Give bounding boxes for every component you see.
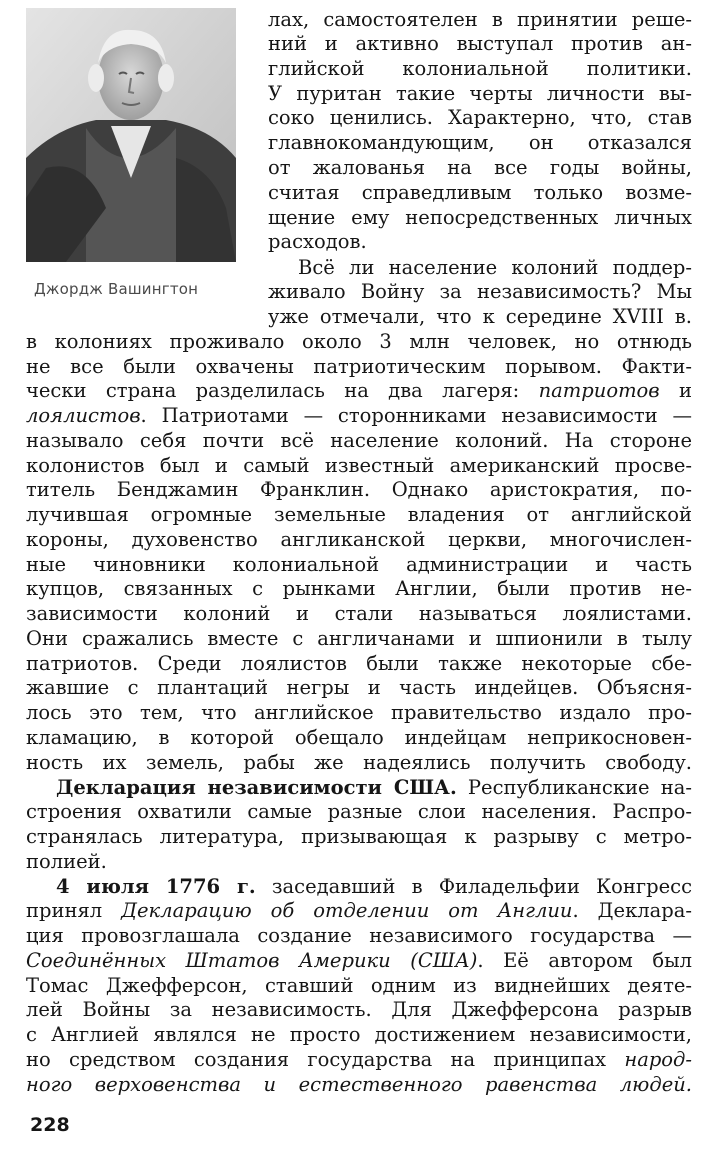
text-line <box>26 553 692 577</box>
text-span: главнокомандующим, он отказался <box>268 131 692 154</box>
text-line <box>26 850 692 874</box>
text-span: Всё ли население колоний поддер- <box>298 256 692 279</box>
text-line <box>26 899 692 923</box>
text-line <box>26 429 692 453</box>
text-line <box>26 676 692 700</box>
text-line <box>26 478 692 502</box>
text-span: зависимости колоний и стали называться лоялистами. <box>26 602 692 625</box>
text-line <box>26 602 692 626</box>
text-line <box>26 355 692 379</box>
text-line <box>26 1073 692 1097</box>
text-span: . Её автором был <box>477 949 692 972</box>
text-line <box>56 776 692 800</box>
text-span: щение ему непосредственных личных <box>268 206 692 229</box>
text-span: соко ценились. Характерно, что, став <box>268 106 692 129</box>
text-span: купцов, связанных с рынками Англии, были против не- <box>26 577 692 600</box>
text-line <box>26 528 692 552</box>
text-line <box>268 305 692 329</box>
italic-text: ного верховенства и естественного равенства людей. <box>26 1073 692 1096</box>
text-line <box>26 949 692 973</box>
text-span: с Англией являлся не просто достижением независимости, <box>26 1023 692 1046</box>
text-span: кламацию, в которой обещало индейцам неприкосновен- <box>26 726 692 749</box>
text-line <box>26 1023 692 1047</box>
text-span: чески страна разделилась на два лагеря: <box>26 379 539 402</box>
text-span: в колониях проживало около 3 млн человек, но отнюдь <box>26 330 692 353</box>
italic-text: народ- <box>624 1048 692 1071</box>
text-line <box>268 106 692 130</box>
text-line <box>26 924 692 948</box>
text-span: странялась литература, призывающая к разрыву с метро- <box>26 825 692 848</box>
text-span: считая справедливым только возме- <box>268 181 692 204</box>
portrait-caption: Джордж Вашингтон <box>34 280 199 298</box>
text-span: уже отмечали, что к середине XVIII в. <box>268 305 692 328</box>
italic-text: патриотов <box>538 379 660 402</box>
text-span: называло себя почти всё население колоний. На стороне <box>26 429 692 452</box>
text-line <box>26 825 692 849</box>
text-span: титель Бенджамин Франклин. Однако аристократия, по- <box>26 478 692 501</box>
text-span: живало Войну за независимость? Мы <box>268 280 692 303</box>
italic-text: лоялистов <box>26 404 141 427</box>
text-line <box>268 280 692 304</box>
text-line <box>26 404 692 428</box>
text-line <box>26 800 692 824</box>
text-span: не все были охвачены патриотическим порывом. Факти- <box>26 355 692 378</box>
portrait-image <box>26 8 236 262</box>
text-line <box>268 156 692 180</box>
text-line <box>26 751 692 775</box>
text-span: но средством создания государства на принципах <box>26 1048 625 1071</box>
text-span: ний и активно выступал против ан- <box>268 32 692 55</box>
text-span: строения охватили самые разные слои населения. Распро- <box>26 800 692 823</box>
text-line <box>26 330 692 354</box>
text-span: . Деклара- <box>572 899 692 922</box>
text-line <box>26 726 692 750</box>
text-span: принял <box>26 899 122 922</box>
text-span: лось это тем, что английское правительство издало про- <box>26 701 692 724</box>
text-line <box>268 206 692 230</box>
text-span: лучившая огромные земельные владения от английской <box>26 503 692 526</box>
text-line <box>26 454 692 478</box>
text-span: полией. <box>26 850 107 873</box>
text-line <box>26 701 692 725</box>
text-line <box>26 974 692 998</box>
text-line <box>26 1048 692 1072</box>
text-span: ция провозглашала создание независимого государства — <box>26 924 692 947</box>
text-line <box>268 181 692 205</box>
text-line <box>268 57 692 81</box>
text-line <box>56 875 692 899</box>
text-span: короны, духовенство англиканской церкви, многочислен- <box>26 528 692 551</box>
page-number: 228 <box>30 1114 70 1136</box>
text-span: расходов. <box>268 230 367 253</box>
text-span: ные чиновники колониальной администрации и часть <box>26 553 692 576</box>
text-span: лей Войны за независимость. Для Джефферсона разрыв <box>26 998 692 1021</box>
text-line <box>268 8 692 32</box>
text-line <box>26 379 692 403</box>
text-span: лах, самостоятелен в принятии реше- <box>268 8 692 31</box>
text-line <box>26 998 692 1022</box>
text-line <box>26 577 692 601</box>
text-span: Они сражались вместе с англичанами и шпионили в тылу <box>26 627 692 650</box>
text-span: и <box>659 379 692 402</box>
text-span: . Патриотами — сторонниками независимости — <box>140 404 692 427</box>
text-span: глийской колониальной политики. <box>268 57 692 80</box>
text-span: патриотов. Среди лоялистов были также некоторые сбе- <box>26 652 692 675</box>
text-line <box>268 230 692 254</box>
text-span: Республиканские на- <box>456 776 692 799</box>
text-span: колонистов был и самый известный американский просве- <box>26 454 692 477</box>
text-line <box>26 627 692 651</box>
italic-text: Соединённых Штатов Америки (США) <box>26 949 478 972</box>
text-span: от жалованья на все годы войны, <box>268 156 692 179</box>
text-line <box>268 32 692 56</box>
text-line <box>298 256 692 280</box>
text-line <box>268 82 692 106</box>
text-span: У пуритан такие черты личности вы- <box>268 82 692 105</box>
text-span: ность их земель, рабы же надеялись получить свободу. <box>26 751 692 774</box>
italic-text: Декларацию об отделении от Англии <box>121 899 573 922</box>
text-line <box>26 652 692 676</box>
text-span: Томас Джефферсон, ставший одним из виднейших деяте- <box>26 974 692 997</box>
text-line <box>26 503 692 527</box>
text-line <box>268 131 692 155</box>
bold-text: Декларация независимости США. <box>56 776 457 799</box>
text-span: жавшие с плантаций негры и часть индейцев. Объясня- <box>26 676 692 699</box>
bold-text: 4 июля 1776 г. <box>56 875 256 898</box>
text-span: заседавший в Филадельфии Конгресс <box>255 875 692 898</box>
